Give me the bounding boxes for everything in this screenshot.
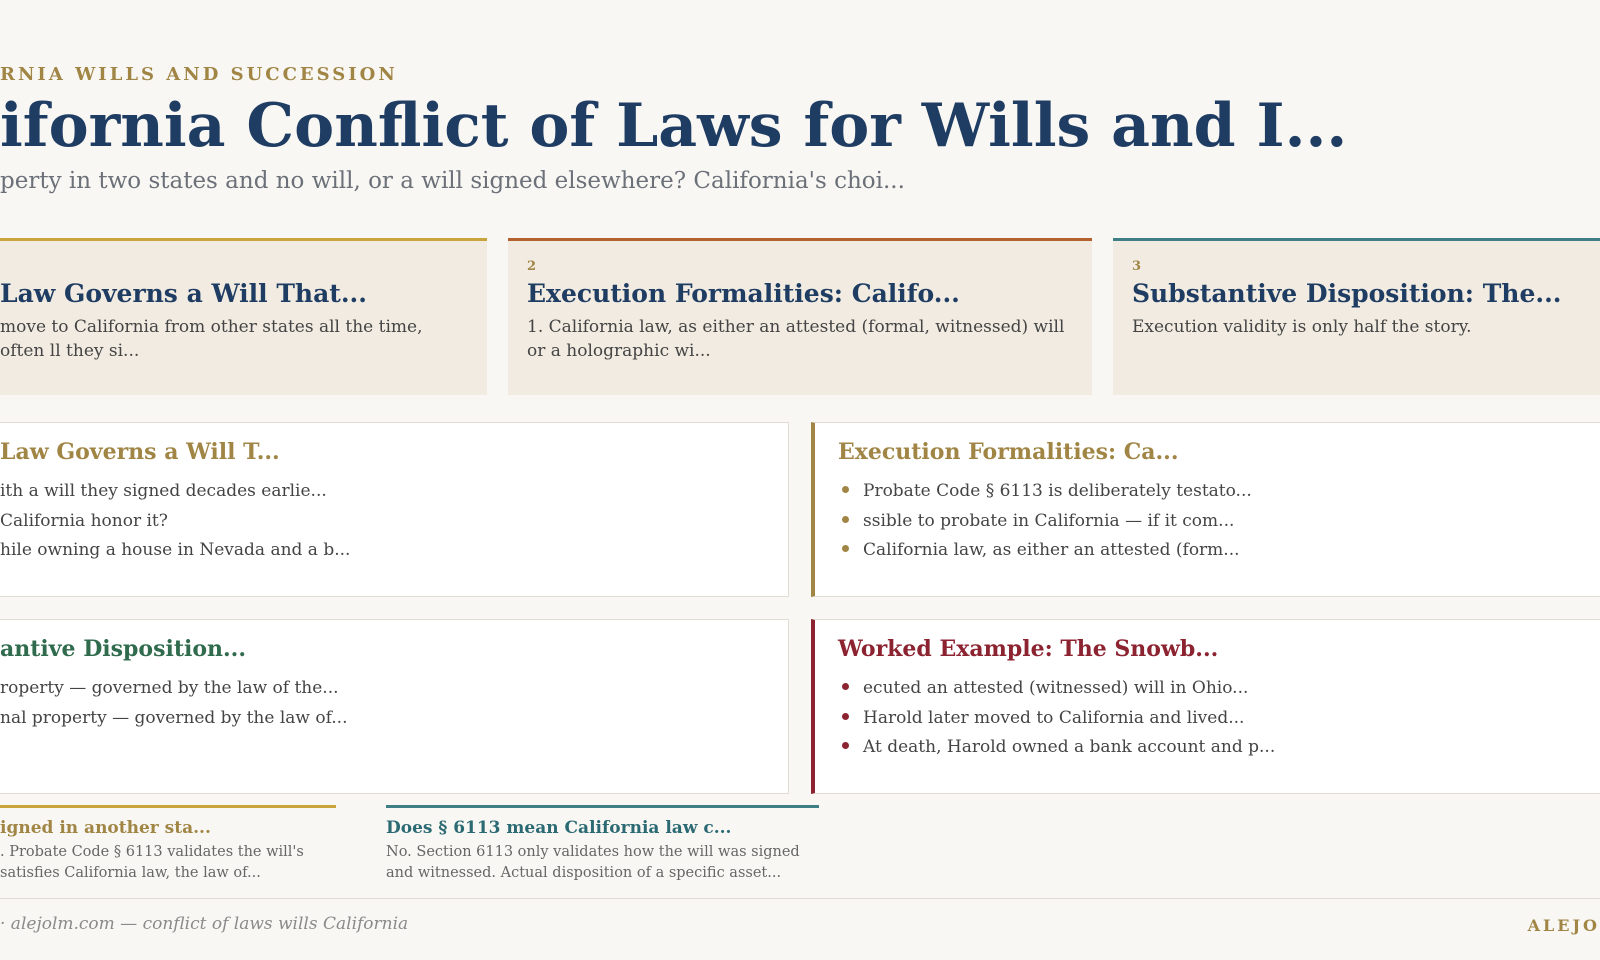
list-item: At death, Harold owned a bank account and p... [838, 733, 1275, 763]
footer-brand: ALEJO [1527, 916, 1600, 935]
section-list [0, 477, 350, 566]
list-item: hile owning a house in Nevada and a b... [0, 540, 351, 560]
section-list [838, 674, 1275, 763]
section-panel-execution [811, 422, 1600, 597]
section-title: Worked Example: The Snowb... [838, 636, 1219, 662]
summary-card-number: 2 [527, 259, 537, 274]
footer-source: · alejolm.com — conflict of laws wills California [0, 914, 409, 934]
list-item: California honor it? [0, 510, 168, 531]
summary-card-2 [508, 238, 1092, 395]
section-panel-worked-example [811, 619, 1600, 794]
section-title: Execution Formalities: Ca... [838, 439, 1179, 465]
list-item: Probate Code § 6113 is deliberately testato... [838, 477, 1252, 507]
faq-item-1 [0, 805, 336, 884]
list-item: Harold later moved to California and lived... [838, 704, 1275, 734]
page-subtitle: perty in two states and no will, or a will signed elsewhere? California's choi... [0, 168, 905, 194]
list-item: ith a will they signed decades earlie... [0, 481, 327, 501]
summary-card-body: 1. California law, as either an attested (formal, witnessed) will or a holographic wi... [527, 317, 1065, 361]
section-panel-substantive [0, 619, 789, 794]
faq-question: igned in another sta... [0, 818, 211, 838]
summary-card-body: move to California from other states all the time, often ll they si... [0, 317, 423, 361]
summary-card-title: Law Governs a Will That... [0, 279, 367, 308]
summary-card-number: 3 [1132, 259, 1142, 274]
faq-answer: . Probate Code § 6113 validates the will's satisfies California law, the law of... [0, 844, 304, 881]
faq-question: Does § 6113 mean California law c... [386, 818, 732, 838]
summary-card-3 [1113, 238, 1600, 395]
section-title: antive Disposition... [0, 636, 246, 662]
summary-card-title: Execution Formalities: Califo... [527, 279, 960, 308]
list-item: roperty — governed by the law of the... [0, 678, 339, 698]
list-item: nal property — governed by the law of... [0, 707, 348, 728]
section-list [838, 477, 1252, 566]
list-item: ssible to probate in California — if it com... [838, 507, 1252, 537]
summary-card-1 [0, 238, 487, 395]
faq-answer: No. Section 6113 only validates how the will was signed and witnessed. Actual disposition of a specific asset... [386, 844, 800, 881]
section-list [0, 674, 347, 733]
section-title: Law Governs a Will T... [0, 439, 280, 465]
faq-item-2 [386, 805, 819, 884]
list-item: ecuted an attested (witnessed) will in Ohio... [838, 674, 1275, 704]
section-panel-which-law [0, 422, 789, 597]
summary-card-title: Substantive Disposition: The... [1132, 279, 1562, 308]
list-item: California law, as either an attested (form... [838, 536, 1252, 566]
footer-divider [0, 898, 1600, 899]
page-kicker: RNIA WILLS AND SUCCESSION [0, 64, 398, 85]
summary-card-body: Execution validity is only half the story. [1132, 317, 1472, 337]
page-title: ifornia Conflict of Laws for Wills and I... [0, 91, 1348, 161]
